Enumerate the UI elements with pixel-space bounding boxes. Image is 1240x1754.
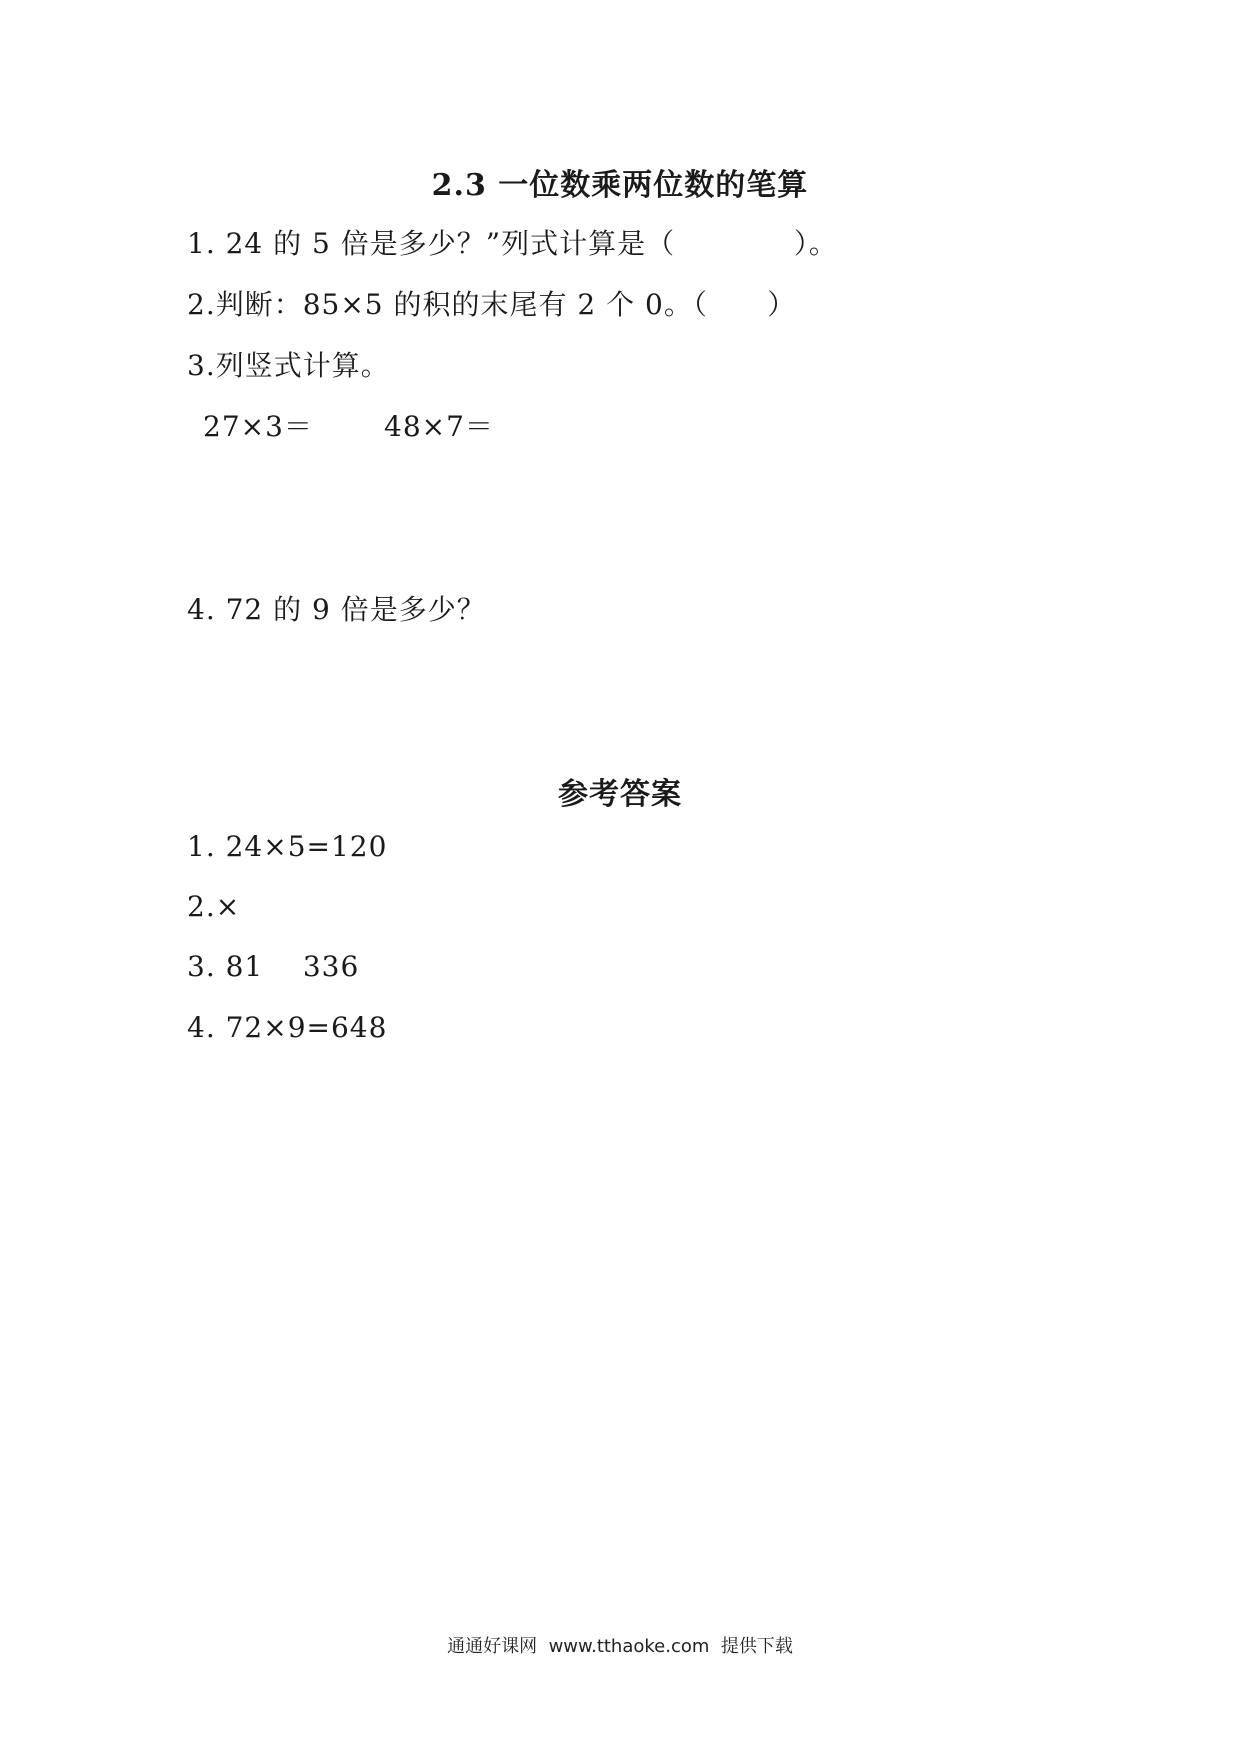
question-2: 2.判断：85×5 的积的末尾有 2 个 0。（ ）: [187, 288, 797, 321]
answer-4: 4. 72×9=648: [187, 1011, 388, 1044]
answer-2: 2.×: [187, 890, 241, 923]
answer-3: 3. 81 336: [187, 950, 360, 983]
footer-source-text: 通通好课网 www.tthaoke.com 提供下载: [447, 1636, 793, 1657]
answer-1: 1. 24×5=120: [187, 830, 388, 863]
question-4: 4. 72 的 9 倍是多少？: [187, 593, 486, 626]
question-3-calc-2: 48×7＝: [384, 410, 494, 443]
answers-title: 参考答案: [558, 777, 682, 812]
question-3-calc-1: 27×3＝: [203, 410, 313, 443]
worksheet-title: 2.3 一位数乘两位数的笔算: [431, 168, 809, 203]
question-3: 3.列竖式计算。: [187, 349, 390, 382]
question-1: 1. 24 的 5 倍是多少？”列式计算是（ ）。: [187, 227, 838, 260]
